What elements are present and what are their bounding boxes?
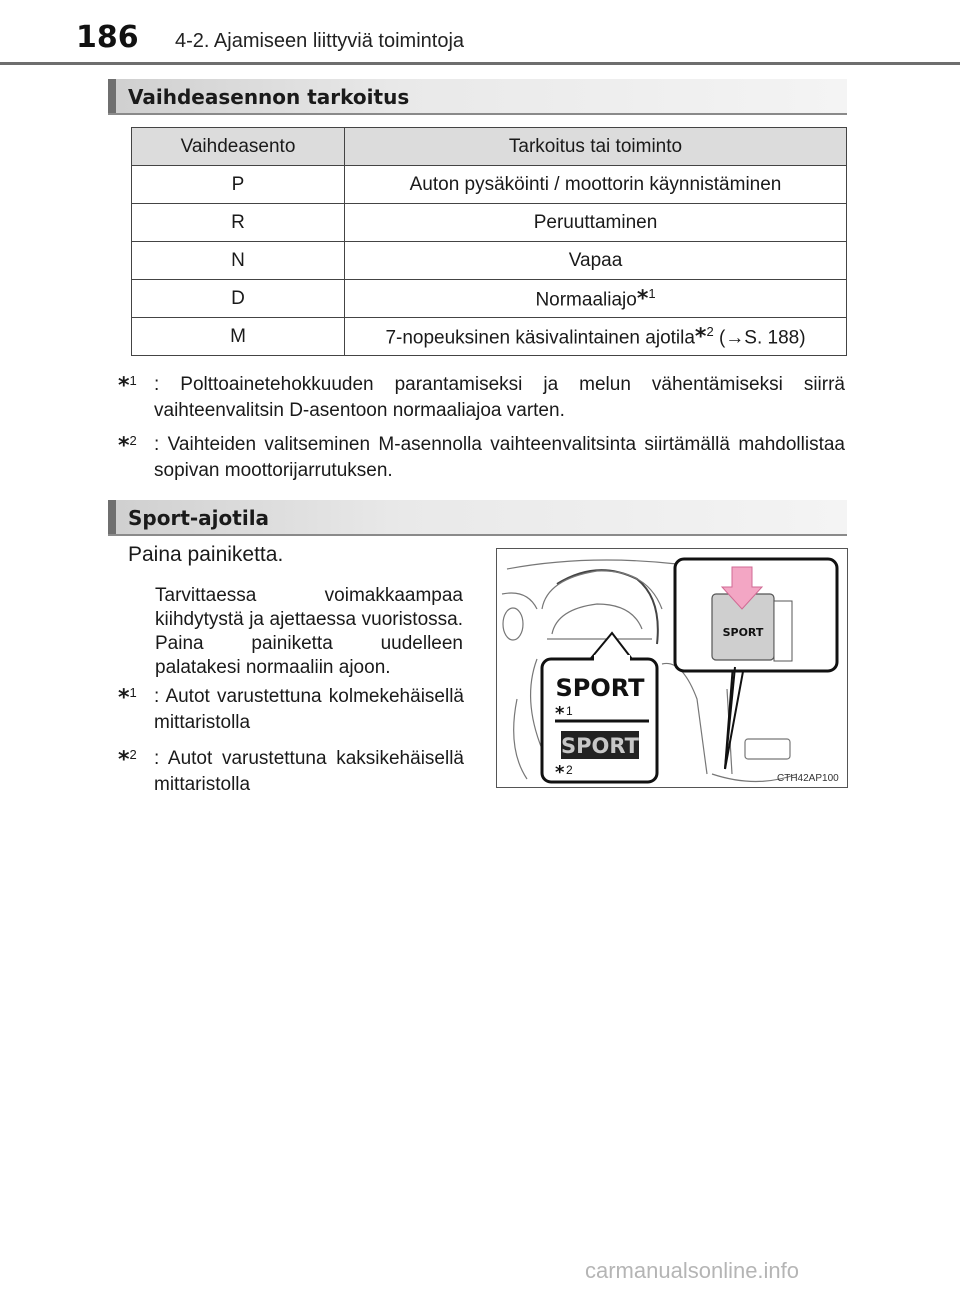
gear-table <box>131 127 847 356</box>
sport-indicator-2: SPORT <box>561 734 639 758</box>
marker-star-icon: * <box>555 703 565 724</box>
footnote-star-icon: * <box>694 324 707 350</box>
footnote-number: 1 <box>129 685 137 700</box>
table-row <box>132 318 847 356</box>
footnote-star-icon: * <box>118 685 130 711</box>
header-rule <box>0 62 960 65</box>
gear-cell: D <box>132 280 345 318</box>
footnote-number: 1 <box>129 373 137 388</box>
marker-1: 1 <box>566 704 573 718</box>
gear-cell: P <box>132 166 345 204</box>
table-header-gear: Vaihdeasento <box>132 128 345 166</box>
gear-cell: N <box>132 242 345 280</box>
footnote-marker <box>118 428 137 460</box>
page-number: 186 <box>76 20 139 55</box>
instruction-text: Paina painiketta. <box>128 543 284 566</box>
purpose-text: 7-nopeuksinen käsivalintainen ajotila <box>385 327 695 349</box>
dashboard-drawing <box>497 549 847 787</box>
footnote <box>118 684 464 736</box>
figure-code: CTH42AP100 <box>777 773 839 784</box>
marker-star-icon: * <box>555 762 565 783</box>
footnote-text: : Polttoainetehokkuuden parantamiseksi ja melun vähentämiseksi siirrä vaihteenvalitsin D-asentoon normaaliajoa varten. <box>154 374 845 421</box>
sport-button-illustration <box>496 548 848 788</box>
sport-indicator-1: SPORT <box>555 674 645 702</box>
table-row <box>132 242 847 280</box>
section-heading-gear-purpose <box>108 79 847 115</box>
footnote <box>118 432 845 484</box>
footnote-marker <box>118 368 137 400</box>
purpose-text: Normaaliajo <box>535 289 637 311</box>
purpose-cell: Vapaa <box>345 242 847 280</box>
footnote-star-icon: * <box>118 433 130 459</box>
sport-button-label: SPORT <box>722 626 764 639</box>
footnote-number: 2 <box>129 433 137 448</box>
arrow-right-icon: → <box>725 327 745 349</box>
section-accent <box>108 500 116 534</box>
footnote-number: 2 <box>129 747 137 762</box>
table-row <box>132 280 847 318</box>
purpose-cell: 7-nopeuksinen käsivalintainen ajotila*$^2$ (→S. 188) <box>345 318 847 356</box>
description-text: Tarvittaessa voimakkaampaa kiihdytystä ja ajettaessa vuoristossa. Paina painiketta uudelleen palatakesi normaaliin ajoon. <box>155 585 463 678</box>
purpose-cell: Peruuttaminen <box>345 204 847 242</box>
footnote <box>118 746 464 798</box>
footnote-text: : Autot varustettuna kaksikehäisellä mittaristolla <box>154 748 464 795</box>
footnote <box>118 372 845 424</box>
footnote-star-icon: * <box>118 373 130 399</box>
marker-2: 2 <box>566 763 573 777</box>
footnote-star-icon: * <box>636 286 649 312</box>
section-heading-sport-mode <box>108 500 847 536</box>
section-title: Sport-ajotila <box>128 506 270 530</box>
footnote-star-icon: * <box>118 747 130 773</box>
footnote-text: : Vaihteiden valitseminen M-asennolla vaihteenvalitsinta siirtämällä mahdollistaa sopivan moottorijarrutuksen. <box>154 434 845 481</box>
watermark: carmanualsonline.info <box>585 1258 800 1283</box>
table-header-row <box>132 128 847 166</box>
section-title: Vaihdeasennon tarkoitus <box>128 85 410 109</box>
footnote-text: : Autot varustettuna kolmekehäisellä mittaristolla <box>154 686 464 733</box>
gear-cell: M <box>132 318 345 356</box>
section-accent <box>108 79 116 113</box>
purpose-cell <box>345 280 847 318</box>
table-row <box>132 166 847 204</box>
footnote-ref: 1 <box>648 285 656 301</box>
footnote-ref: 2 <box>706 323 714 339</box>
page-reference[interactable]: S. 188) <box>744 327 806 349</box>
table-row <box>132 204 847 242</box>
table-header-purpose: Tarkoitus tai toiminto <box>345 128 847 166</box>
footnote-marker <box>118 680 137 712</box>
gear-cell: R <box>132 204 345 242</box>
footnote-marker <box>118 742 137 774</box>
chapter-title: 4-2. Ajamiseen liittyviä toimintoja <box>175 30 465 52</box>
purpose-cell: Auton pysäköinti / moottorin käynnistäminen <box>345 166 847 204</box>
